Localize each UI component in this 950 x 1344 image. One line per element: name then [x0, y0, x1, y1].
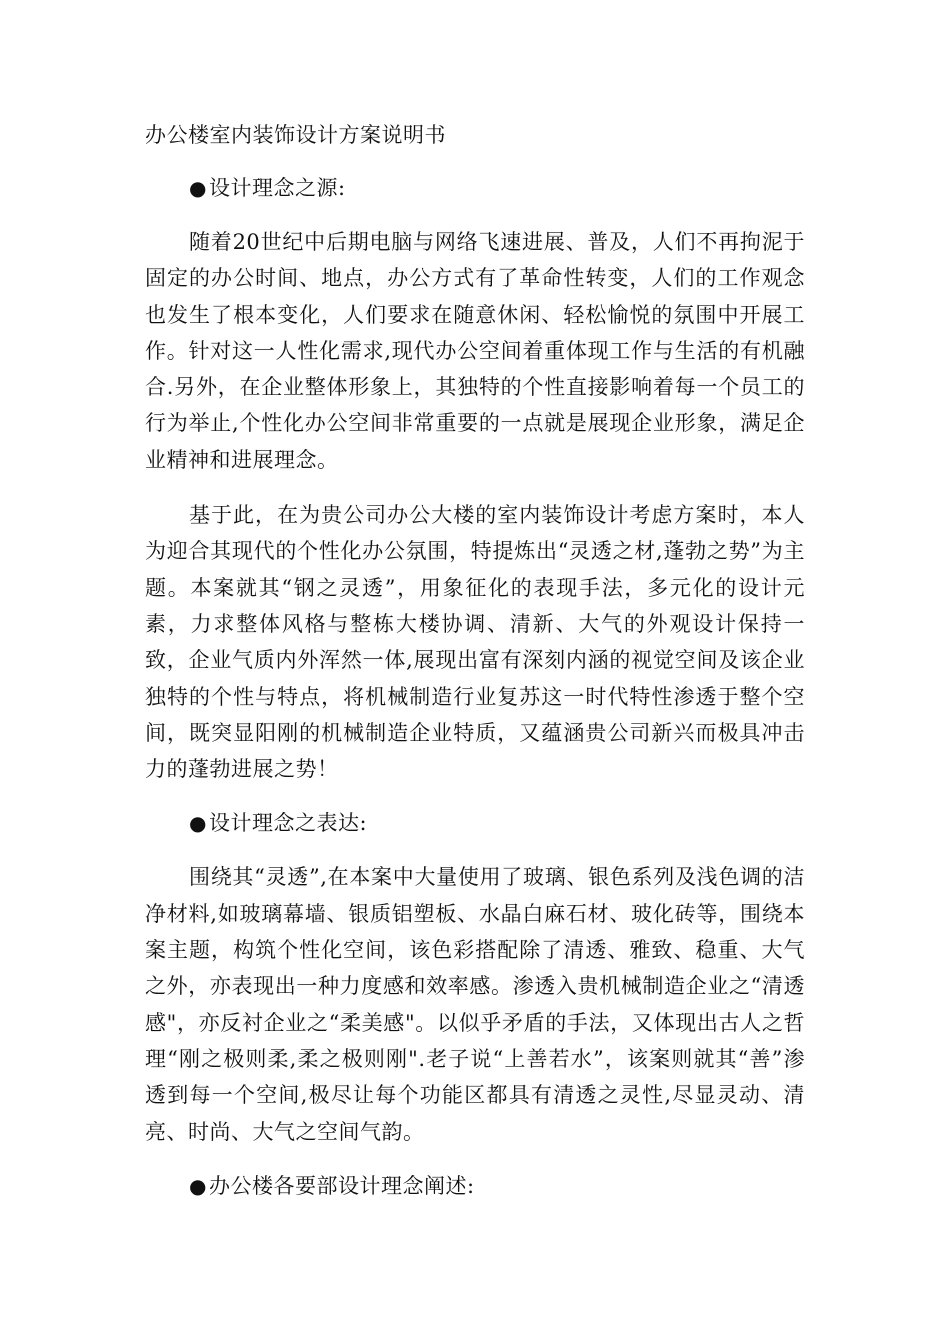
bullet-icon: ●: [189, 176, 207, 200]
section-heading-text: 设计理念之表达:: [208, 811, 368, 836]
document-page: [145, 118, 805, 1222]
section-heading-origin: [145, 171, 805, 205]
paragraph: 随着20世纪中后期电脑与网络飞速进展、普及，人们不再拘泥于固定的办公时间、地点，办公方式有了革命性转变，人们的工作观念也发生了根本变化，人们要求在随意休闲、轻松愉悦的氛围中开展工作。针对这一人性化需求,现代办公空间着重体现工作与生活的有机融合.另外，在企业整体形象上，其独特的个性直接影响着每一个员工的行为举止,个性化办公空间非常重要的一点就是展现企业形象，满足企业精神和进展理念。: [145, 230, 805, 472]
section-heading-text: 办公楼各要部设计理念阐述:: [208, 1173, 475, 1198]
document-title: 办公楼室内装饰设计方案说明书: [145, 123, 446, 147]
bullet-icon: ●: [189, 811, 207, 836]
section-heading-expression: [145, 806, 805, 840]
section-heading-text: 设计理念之源:: [208, 176, 346, 200]
bullet-icon: ●: [189, 1173, 207, 1198]
paragraph: 基于此，在为贵公司办公大楼的室内装饰设计考虑方案时，本人为迎合其现代的个性化办公氛围，特提炼出“灵透之材,蓬勃之势”为主题。本案就其“钢之灵透”，用象征化的表现手法，多元化的设计元素，力求整体风格与整栋大楼协调、清新、大气的外观设计保持一致，企业气质内外浑然一体,展现出富有深刻内涵的视觉空间及该企业独特的个性与特点，将机械制造行业复苏这一时代特性渗透于整个空间，既突显阳刚的机械制造企业特质，又蕴涵贵公司新兴而极具冲击力的蓬勃进展之势！: [145, 503, 805, 782]
section-heading-parts: [145, 1169, 805, 1203]
paragraph: 围绕其“灵透”,在本案中大量使用了玻璃、银色系列及浅色调的洁净材料,如玻璃幕墙、银质铝塑板、水晶白麻石材、玻化砖等，围绕本案主题，构筑个性化空间，该色彩搭配除了清透、雅致、稳重、大气之外，亦表现出一种力度感和效率感。渗透入贵机械制造企业之“清透感"，亦反衬企业之“柔美感"。以似乎矛盾的手法，又体现出古人之哲理“刚之极则柔,柔之极则刚".老子说“上善若水”，该案则就其“善”渗透到每一个空间,极尽让每个功能区都具有清透之灵性,尽显灵动、清亮、时尚、大气之空间气韵。: [145, 865, 805, 1144]
